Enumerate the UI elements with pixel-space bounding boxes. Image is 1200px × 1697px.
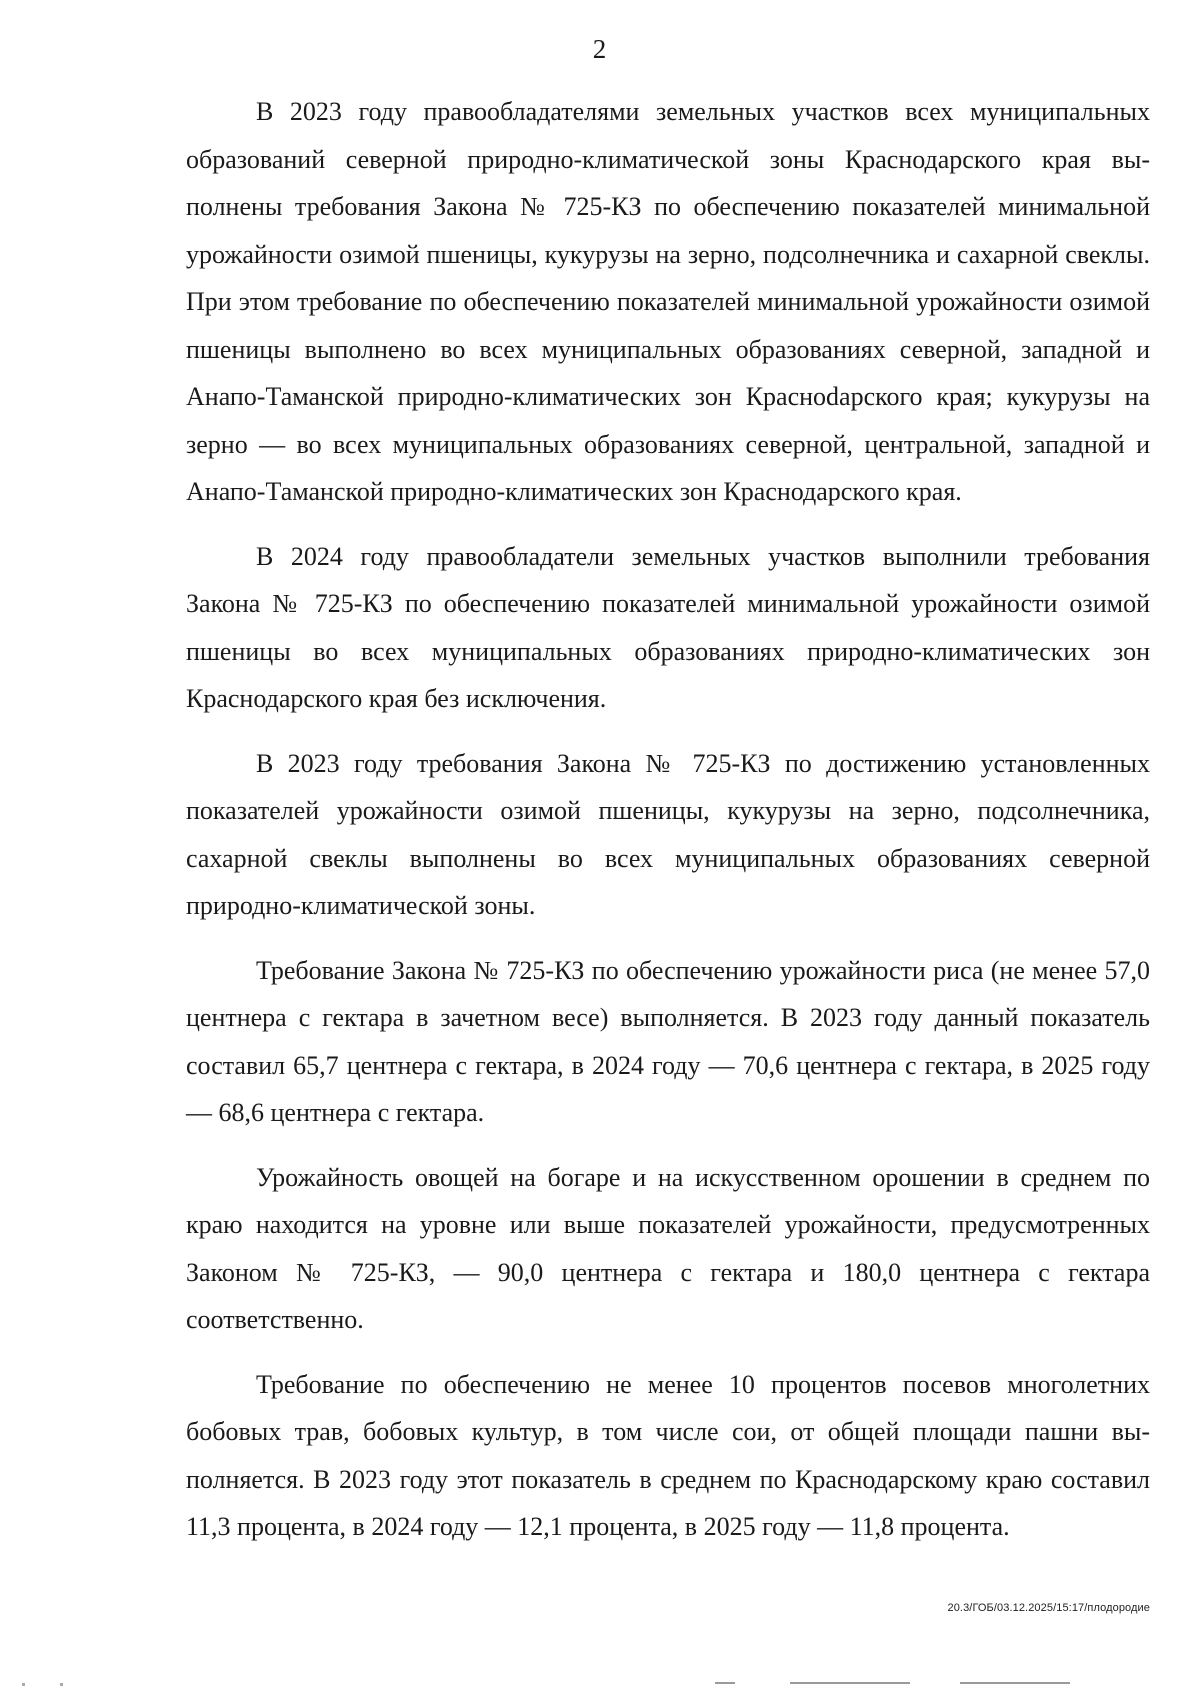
- scan-artifact: [960, 1682, 1070, 1684]
- paragraph-vegetable-yield: Урожайность овощей на богаре и на искусственном орошении в среднем по краю находится на уровне или выше показателей урожайности, предусмотренных Законом № 725-КЗ, — 90,0 центнера с гектара и 180,0 центнера с гектара соответственно.: [186, 1162, 1150, 1334]
- document-registration-code: 20.3/ГОБ/03.12.2025/15:17/плодородие: [947, 1602, 1150, 1614]
- document-body: [186, 88, 1150, 1568]
- paragraph-2023-yield-targets: В 2023 году требования Закона № 725-КЗ по достижению установленных показателей урожайности озимой пшеницы, кукурузы на зерно, подсолнечника, сахарной свеклы выполнены во всех муниципальных образованиях северной природно-климатической зоны.: [186, 748, 1150, 920]
- scan-artifact: [22, 1683, 25, 1686]
- scan-artifact: [715, 1682, 735, 1684]
- paragraph-legume-share: Требование по обеспечению не менее 10 процентов посевов многолетних бобовых трав, бобовых культур, в том числе сои, от общей площади пашни выполняется. В 2023 году этот показатель в среднем по Краснодарскому краю составил 11,3 процента, в 2024 году — 12,1 процента, в 2025 году — 11,8 процента.: [186, 1369, 1150, 1541]
- paragraph-2024-winter-wheat: В 2024 году правообладатели земельных участков выполнили требования Закона № 725-КЗ по обеспечению показателей минимальной урожайности озимой пшеницы во всех муниципальных образованиях природно-климатических зон Краснодарского края без исключения.: [186, 541, 1150, 713]
- page-number: 2: [592, 34, 608, 64]
- paragraph-2023-northern-zone: В 2023 году правообладателями земельных участков всех муниципальных образований северной природно-климатической зоны Краснодарского края выполнены требования Закона № 725-КЗ по обеспечению показателей минимальной урожайности озимой пшеницы, кукурузы на зерно, подсолнечника и сахарной свеклы. При этом требование по обеспечению показателей минимальной урожайности озимой пшеницы выполнено во всех муниципальных образованиях северной, западной и Анапо-Таманской природно-климатических зон Красноdарского края; кукурузы на зерно — во всех муниципальных образованиях северной, центральной, западной и Анапо-Таманской природно-климатических зон Краснодарского края.: [186, 97, 1150, 506]
- paragraph-rice-yield: Требование Закона № 725-КЗ по обеспечению урожайности риса (не менее 57,0 центнера с гектара в зачетном весе) выполняется. В 2023 году данный показатель составил 65,7 центнера с гектара, в 2024 году — 70,6 центнера с гектара, в 2025 году — 68,6 центнера с гектара.: [186, 955, 1150, 1127]
- scan-artifact: [790, 1682, 910, 1684]
- scan-artifact: [60, 1683, 63, 1686]
